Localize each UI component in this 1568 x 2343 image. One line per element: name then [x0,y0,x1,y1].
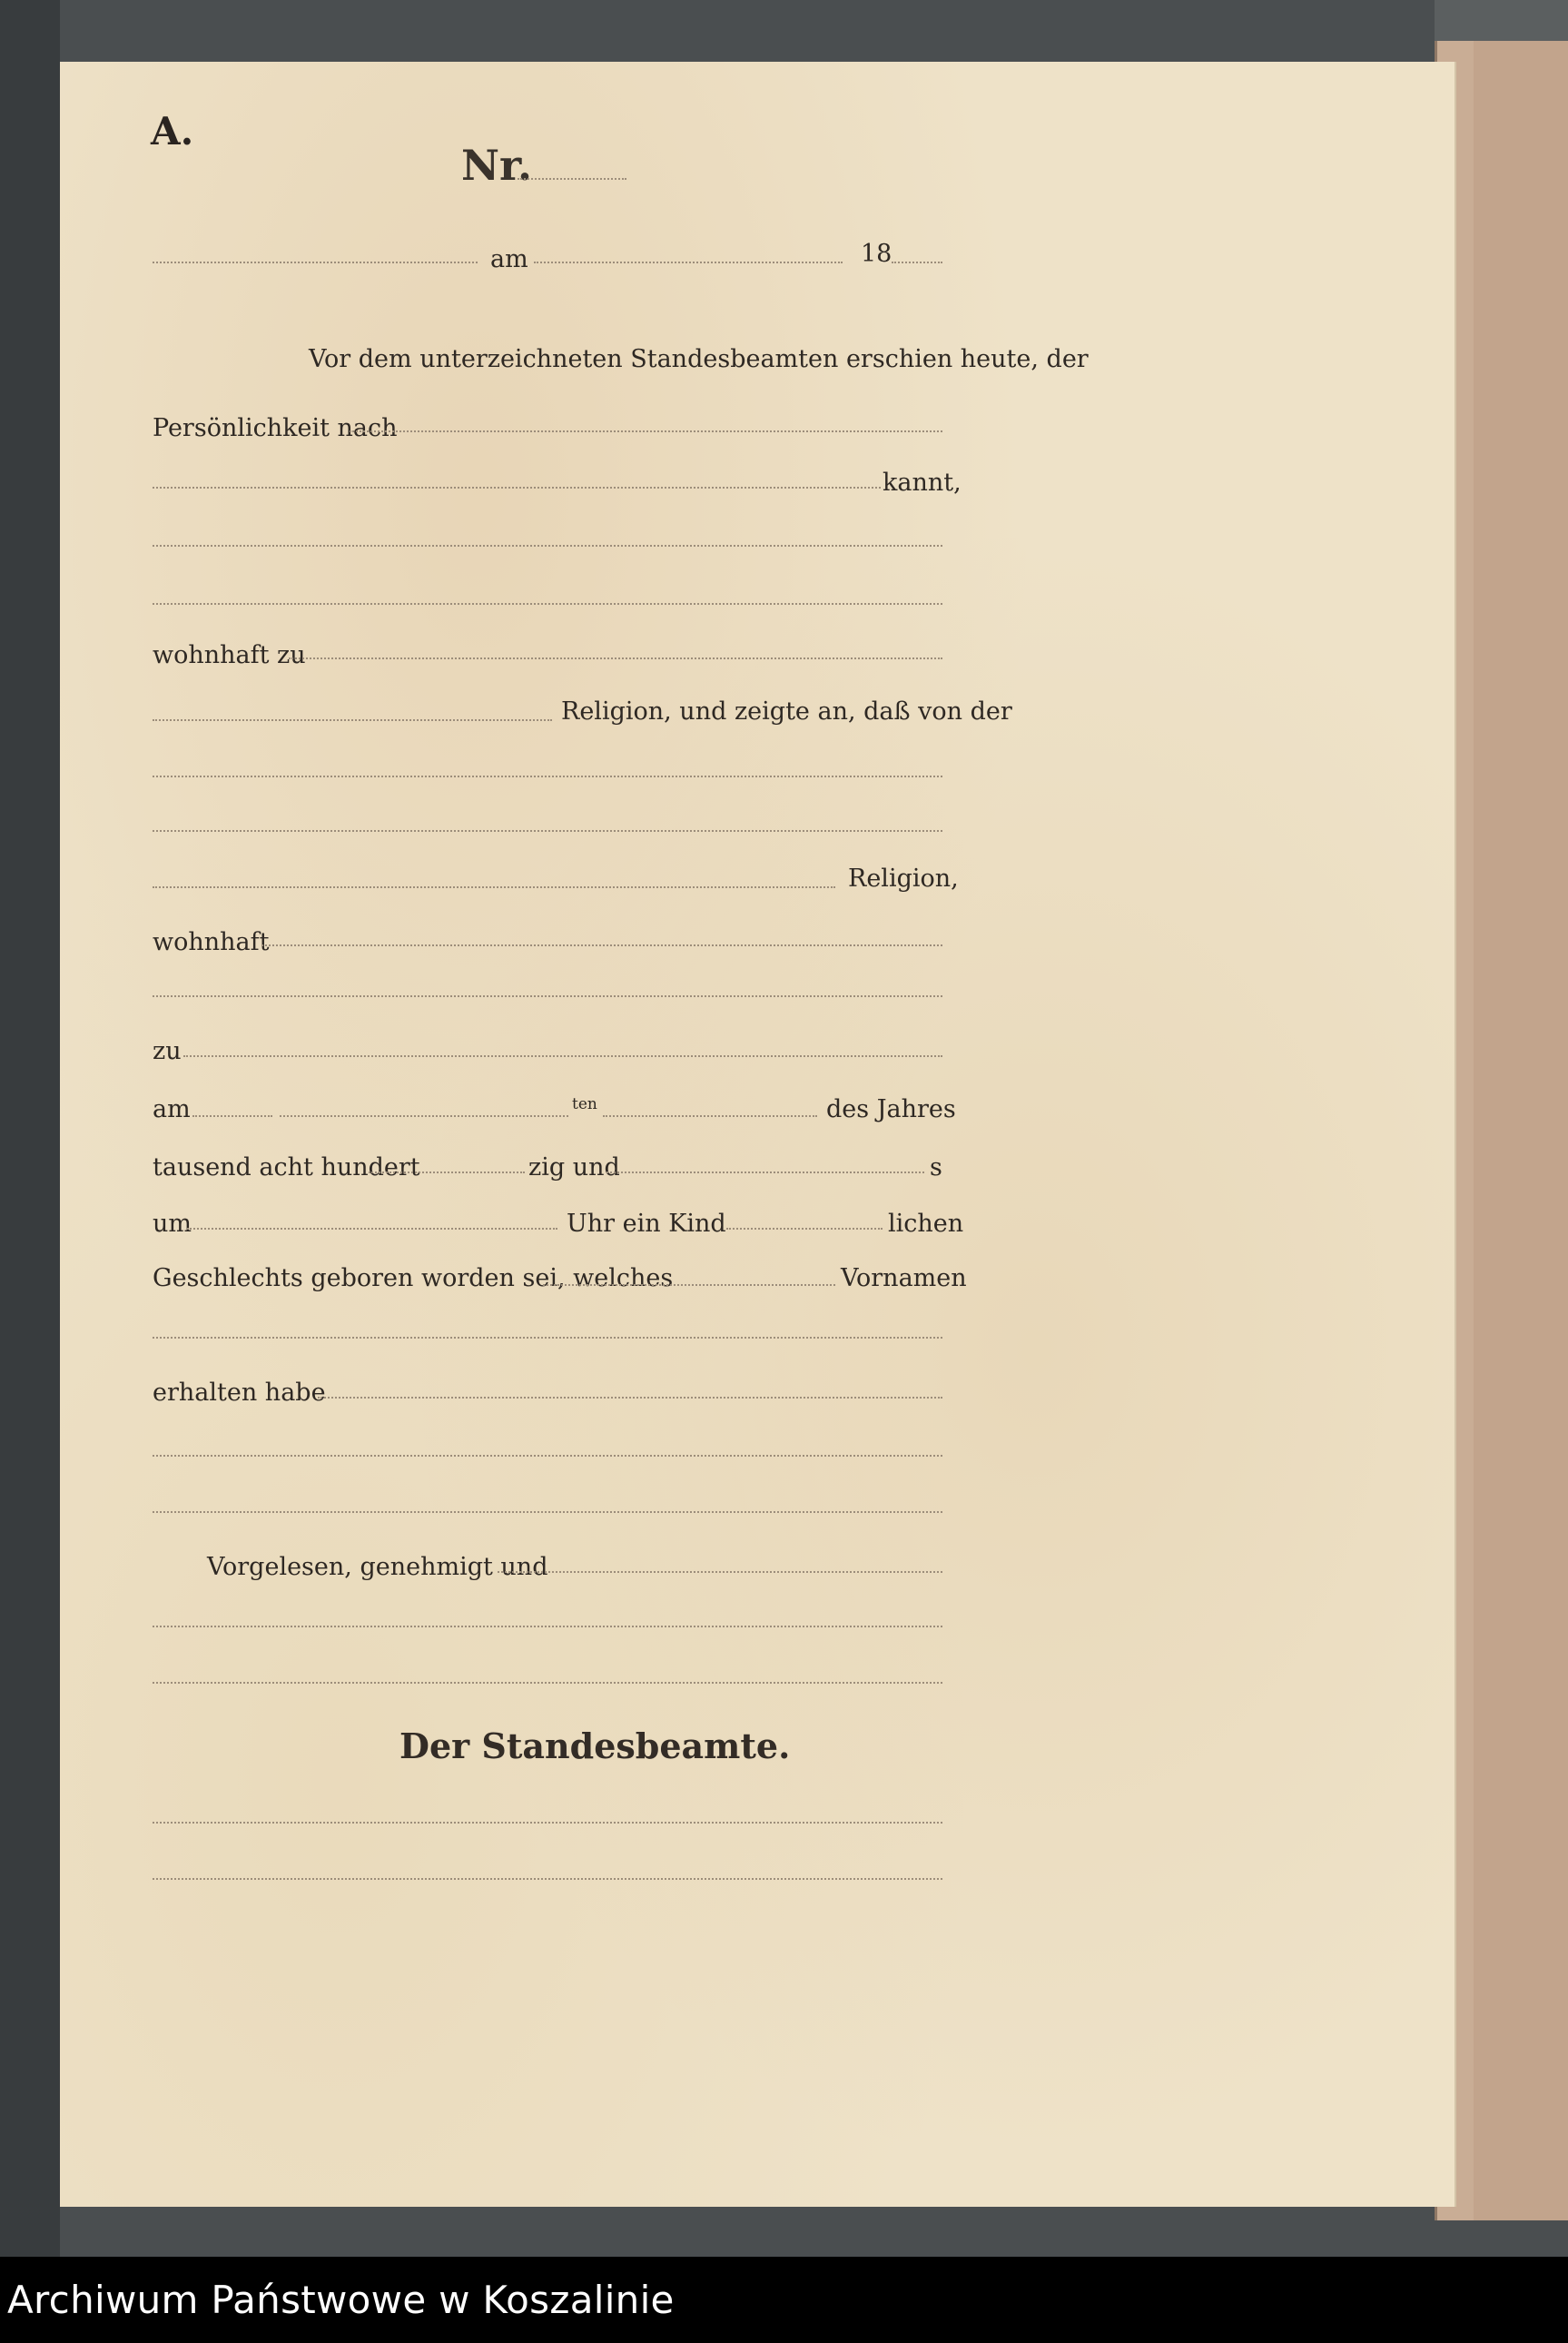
hour-line [187,1228,557,1230]
zig-und-label: zig und [528,1153,620,1181]
month-line [603,1115,817,1117]
religion-label: Religion, [848,865,959,893]
tens-line [369,1172,525,1173]
signature-line-1 [153,1822,942,1824]
number-label: Nr. [461,141,533,190]
book-page-edge-inner [1474,41,1568,2220]
blank-line-5 [153,995,942,997]
wohnhaft-zu-line [289,657,942,659]
wohnhaft-zu-label: wohnhaft zu [153,641,306,669]
blank-line-6 [153,1337,942,1339]
document-page [60,62,1455,2207]
blank-line-10 [153,1682,942,1684]
year-line [892,262,942,263]
blank-line-3 [153,776,942,777]
wohnhaft-label: wohnhaft [153,928,270,956]
um-label: um [153,1210,192,1238]
kannt-label: kannt, [883,469,962,497]
am2-label: am [153,1095,191,1123]
vornamen-label: Vornamen [841,1264,967,1292]
day-line-2 [280,1115,568,1117]
signature-line-2 [153,1878,942,1880]
zu-line [183,1055,942,1057]
lichen-label: lichen [888,1210,964,1238]
ten-label: ten [572,1095,597,1113]
day-line-1 [192,1115,272,1117]
blank-line-1 [153,545,942,547]
vorgelesen-label: Vorgelesen, genehmigt und [207,1553,548,1581]
standesbeamte-title: Der Standesbeamte. [399,1725,791,1766]
uhr-kind-label: Uhr ein Kind [567,1210,726,1238]
gender-line [726,1228,883,1230]
vorgelesen-line [498,1571,942,1573]
scanner-backdrop-left [0,0,60,2257]
geschlechts-label: Geschlechts geboren worden sei, welches [153,1264,674,1292]
erhalten-line [318,1397,942,1399]
vornamen-line-inline [543,1284,835,1286]
wohnhaft-line [261,944,942,946]
blank-line-8 [153,1511,942,1513]
year-prefix: 18 [861,240,892,268]
blank-line-4 [153,830,942,832]
book-page-edge [1435,41,1568,2220]
religion-zeigte-label: Religion, und zeigte an, daß von der [561,697,1012,726]
religion-line-2 [153,886,835,888]
tausend-label: tausend acht hundert [153,1153,420,1181]
form-letter: A. [151,109,194,153]
date-line [534,262,843,263]
blank-line-7 [153,1455,942,1457]
units-line [606,1172,924,1173]
des-jahres-label: des Jahres [826,1095,956,1123]
erhalten-habe-label: erhalten habe [153,1379,326,1407]
blank-line-9 [153,1626,942,1627]
am-label: am [490,245,528,273]
number-line [518,178,626,180]
persoenlichkeit-line [350,430,942,432]
zu-label: zu [153,1037,182,1065]
kannt-line [153,487,881,489]
place-line [153,262,478,263]
s-label: s [930,1153,942,1181]
blank-line-2 [153,603,942,605]
intro-text: Vor dem unterzeichneten Standesbeamten erschien heute, der [309,345,1089,373]
book-edge-top [1435,0,1568,45]
archive-name: Archiwum Państwowe w Koszalinie [7,2278,675,2322]
persoenlichkeit-label: Persönlichkeit nach [153,414,398,442]
religion-line-1 [153,719,552,721]
